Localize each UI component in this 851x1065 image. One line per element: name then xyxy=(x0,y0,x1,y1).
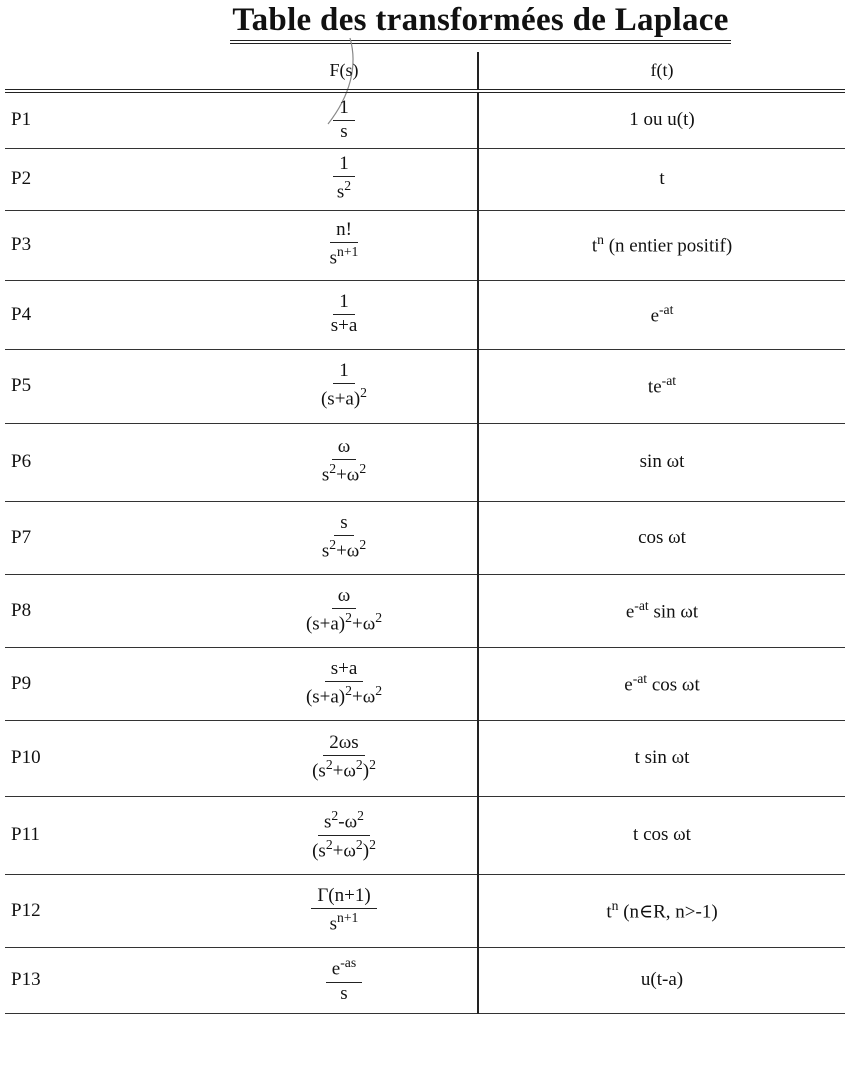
table-row xyxy=(5,423,845,501)
numerator: $s^2-\omega^2$ xyxy=(318,808,370,835)
denominator: $(s+a)^2+\omega^2$ xyxy=(305,609,383,635)
laplace-transform xyxy=(211,280,478,349)
fraction xyxy=(300,659,388,708)
denominator: $s^{n+1}$ xyxy=(329,909,359,935)
numerator: $e^{-as}$ xyxy=(326,955,362,982)
laplace-table xyxy=(5,52,845,1014)
fraction xyxy=(315,361,373,410)
numerator: ω xyxy=(332,586,357,609)
table-row xyxy=(5,947,845,1013)
page-title xyxy=(0,2,851,44)
row-label: P10 xyxy=(11,747,41,768)
table-row xyxy=(5,148,845,210)
denominator: $s^2+\omega^2$ xyxy=(321,536,367,562)
row-label: P4 xyxy=(11,303,32,325)
table-row xyxy=(5,280,845,349)
laplace-transform xyxy=(211,210,478,280)
numerator: s+a xyxy=(325,659,364,682)
numerator: 2ωs xyxy=(323,733,364,756)
fraction xyxy=(324,220,365,269)
fraction xyxy=(300,586,388,635)
time-function: t sin ωt xyxy=(478,720,845,796)
denominator: s xyxy=(340,982,348,1004)
time-function: sin ωt xyxy=(478,423,845,501)
time-function: t xyxy=(478,148,845,210)
time-function: $t^n$ (n entier positif) xyxy=(478,210,845,280)
row-label: P5 xyxy=(11,375,32,396)
row-label: P11 xyxy=(11,824,40,845)
header-row xyxy=(5,52,845,91)
fraction xyxy=(333,98,355,143)
fraction xyxy=(316,513,372,562)
laplace-transform xyxy=(211,574,478,647)
fraction xyxy=(326,955,362,1004)
numerator: n! xyxy=(330,220,358,243)
fraction xyxy=(316,437,372,486)
row-label: P12 xyxy=(11,899,41,921)
table-row xyxy=(5,210,845,280)
page-title-text: Table des transformées de Laplace xyxy=(230,2,730,44)
table-row xyxy=(5,574,845,647)
time-function: cos ωt xyxy=(478,501,845,574)
laplace-transform xyxy=(211,148,478,210)
numerator: ω xyxy=(332,437,357,460)
header-F: F(s) xyxy=(211,52,478,91)
fraction xyxy=(311,886,376,935)
table-row xyxy=(5,349,845,423)
denominator: s+a xyxy=(330,315,358,336)
fraction xyxy=(325,292,364,337)
denominator: $(s+a)^2$ xyxy=(320,385,368,410)
table-row xyxy=(5,647,845,720)
row-label: P13 xyxy=(11,969,41,990)
header-label xyxy=(5,52,211,91)
table-row xyxy=(5,796,845,874)
table-body xyxy=(5,91,845,1013)
time-function: u(t-a) xyxy=(478,947,845,1013)
row-label: P2 xyxy=(11,168,32,189)
denominator: $(s+a)^2+\omega^2$ xyxy=(305,682,383,708)
row-label: P7 xyxy=(11,526,32,548)
laplace-transform xyxy=(211,796,478,874)
laplace-transform xyxy=(211,947,478,1013)
laplace-transform xyxy=(211,91,478,148)
header-f: f(t) xyxy=(478,52,845,91)
denominator: $(s^2+\omega^2)^2$ xyxy=(312,757,376,782)
row-label: P3 xyxy=(11,234,32,255)
row-label: P1 xyxy=(11,109,32,131)
row-label: P9 xyxy=(11,672,32,694)
table-row xyxy=(5,501,845,574)
denominator: $s^2+\omega^2$ xyxy=(321,461,367,486)
denominator: $s^{n+1}$ xyxy=(329,244,359,269)
laplace-transform xyxy=(211,349,478,423)
numerator: Γ(n+1) xyxy=(311,886,376,909)
fraction xyxy=(306,808,382,861)
table-row xyxy=(5,720,845,796)
table-header xyxy=(5,52,845,91)
numerator: 1 xyxy=(333,154,355,177)
laplace-transform xyxy=(211,423,478,501)
time-function: t cos ωt xyxy=(478,796,845,874)
time-function: 1 ou u(t) xyxy=(478,91,845,148)
numerator: 1 xyxy=(333,292,355,315)
numerator: 1 xyxy=(333,98,355,121)
time-function: $e^{-at}$ sin ωt xyxy=(478,574,845,647)
laplace-transform xyxy=(211,647,478,720)
row-label: P6 xyxy=(11,451,32,472)
laplace-transform xyxy=(211,501,478,574)
table-row xyxy=(5,874,845,947)
time-function: $e^{-at}$ cos ωt xyxy=(478,647,845,720)
time-function: $e^{-at}$ xyxy=(478,280,845,349)
denominator: $(s^2+\omega^2)^2$ xyxy=(312,836,376,861)
laplace-transform xyxy=(211,874,478,947)
numerator: 1 xyxy=(333,361,355,384)
fraction xyxy=(331,154,357,203)
numerator: s xyxy=(334,513,353,536)
time-function: $te^{-at}$ xyxy=(478,349,845,423)
laplace-transform xyxy=(211,720,478,796)
denominator: s xyxy=(340,120,348,142)
denominator: $s^2$ xyxy=(336,178,352,203)
fraction xyxy=(306,733,382,782)
table-row xyxy=(5,91,845,148)
row-label: P8 xyxy=(11,599,32,621)
time-function: $t^n$ (n∈R, n>-1) xyxy=(478,874,845,947)
